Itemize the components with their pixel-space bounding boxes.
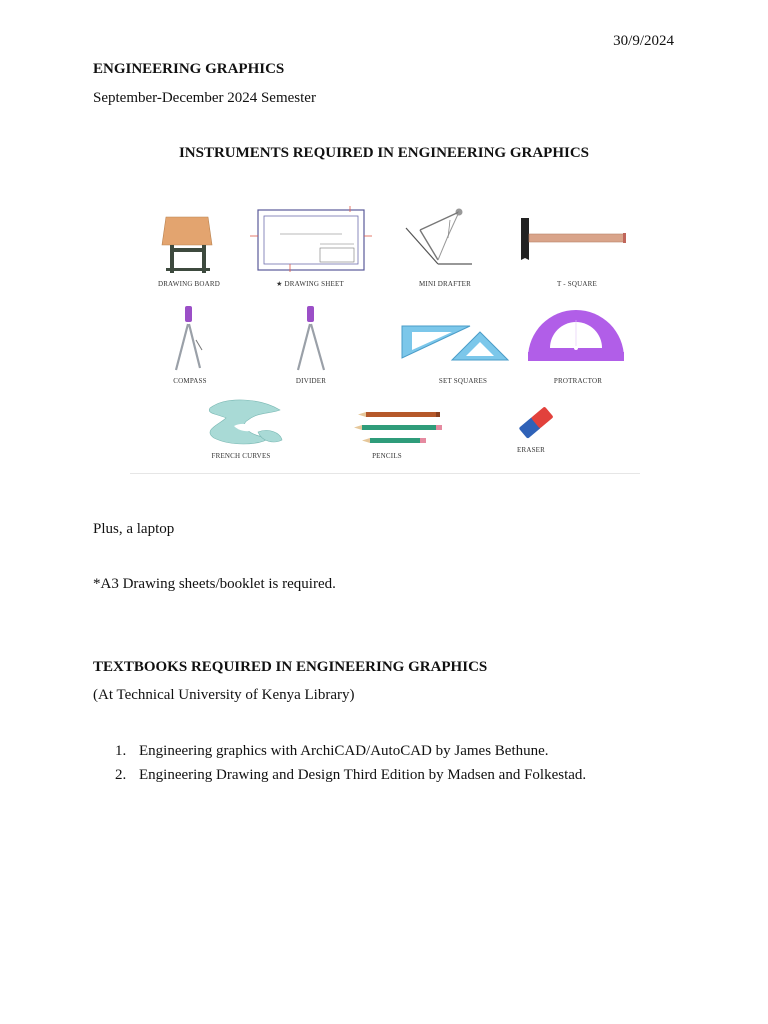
- caption-mini-drafter: MINI DRAFTER: [419, 280, 471, 288]
- caption-pencils: PENCILS: [372, 452, 402, 460]
- caption-drawing-sheet: ★ DRAWING SHEET: [276, 280, 344, 288]
- semester-line: September-December 2024 Semester: [93, 90, 316, 106]
- caption-drawing-board: DRAWING BOARD: [157, 280, 221, 288]
- caption-protractor: PROTRACTOR: [553, 377, 603, 385]
- instruments-illustration: [130, 200, 640, 474]
- caption-eraser: ERASER: [516, 446, 546, 454]
- instruments-figure: [130, 200, 640, 474]
- caption-french-curves: FRENCH CURVES: [211, 452, 271, 460]
- drawing-sheets-note: *A3 Drawing sheets/booklet is required.: [93, 576, 336, 592]
- textbooks-title: TEXTBOOKS REQUIRED IN ENGINEERING GRAPHICS: [93, 659, 488, 675]
- list-item-text: Engineering graphics with ArchiCAD/AutoCAD by James Bethune.: [139, 743, 549, 759]
- list-item: [115, 743, 586, 767]
- list-item-text: Engineering Drawing and Design Third Edition by Madsen and Folkestad.: [139, 767, 587, 783]
- document-date: 30/9/2024: [613, 33, 674, 49]
- caption-t-square: T - SQUARE: [557, 280, 597, 288]
- list-item: [115, 767, 586, 791]
- course-heading: ENGINEERING GRAPHICS: [93, 61, 285, 77]
- laptop-note: Plus, a laptop: [93, 521, 175, 537]
- textbook-list: [115, 743, 586, 791]
- caption-set-squares: SET SQUARES: [438, 377, 488, 385]
- figure-divider: [130, 473, 640, 474]
- instruments-title: INSTRUMENTS REQUIRED IN ENGINEERING GRAPHICS: [178, 145, 590, 161]
- library-note: (At Technical University of Kenya Library): [93, 687, 355, 703]
- caption-compass: COMPASS: [173, 377, 207, 385]
- list-item-number: 2.: [115, 767, 127, 783]
- caption-divider: DIVIDER: [295, 377, 327, 385]
- list-item-number: 1.: [115, 743, 127, 759]
